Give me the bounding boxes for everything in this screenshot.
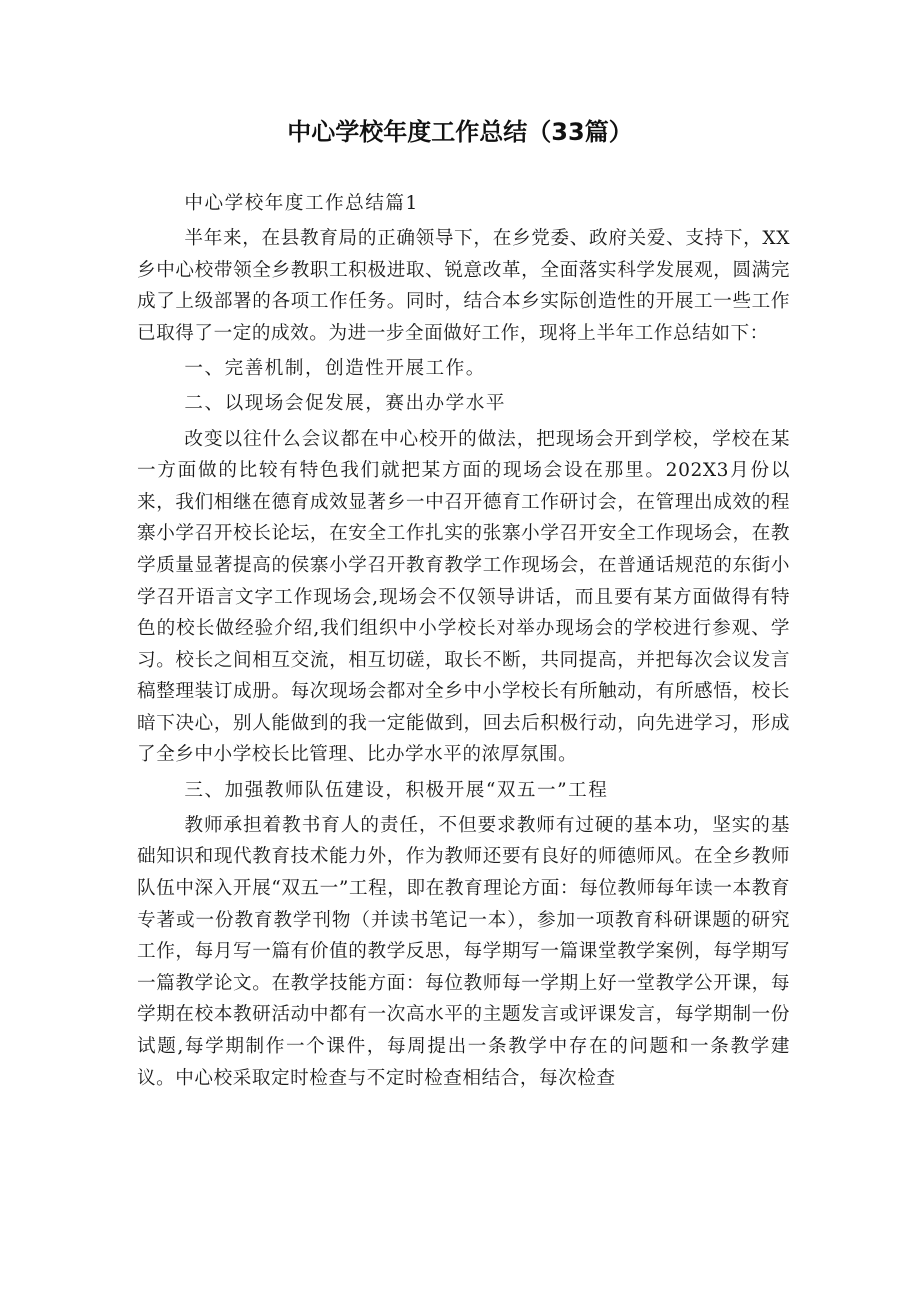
section-heading-part1: 中心学校年度工作总结篇1 xyxy=(184,193,419,214)
document-body xyxy=(137,188,790,1098)
section-heading-2: 二、以现场会促发展，赛出办学水平 xyxy=(184,393,506,415)
section-heading-1: 一、完善机制，创造性开展工作。 xyxy=(184,358,486,380)
paragraph-teacher-development: 教师承担着教书育人的责任，不但要求教师有过硬的基本功，坚实的基础知识和现代教育技术能力外，作为教师还要有良好的师德师风。在全乡教师队伍中深入开展“双五一”工程，即在教育理论方面：每位教师每年读一本教育专著或一份教育教学刊物（并读书笔记一本），参加一项教育科研课题的研究工作，每月写一篇有价值的教学反思，每学期写一篇课堂教学案例，每学期写一篇教学论文。在教学技能方面：每位教师每一学期上好一堂教学公开课，每学期在校本教研活动中都有一次高水平的主题发言或评课发言，每学期制一份试题,每学期制作一个课件，每周提出一条教学中存在的问题和一条教学建议。中心校采取定时检查与不定时检查相结合，每次检查 xyxy=(137,814,790,1089)
section-heading-3: 三、加强教师队伍建设，积极开展“双五一”工程 xyxy=(184,779,609,801)
paragraph-intro: 半年来，在县教育局的正确领导下，在乡党委、政府关爱、支持下，XX乡中心校带领全乡教职工积极进取、锐意改革，全面落实科学发展观，圆满完成了上级部署的各项工作任务。同时，结合本乡实际创造性的开展工一些工作已取得了一定的成效。为进一步全面做好工作，现将上半年工作总结如下： xyxy=(137,228,790,344)
document-title: 中心学校年度工作总结（33篇） xyxy=(287,118,633,146)
paragraph-on-site-meetings: 改变以往什么会议都在中心校开的做法，把现场会开到学校，学校在某一方面做的比较有特色我们就把某方面的现场会设在那里。202X3月份以来，我们相继在德育成效显著乡一中召开德育工作研讨会，在管理出成效的程寨小学召开校长论坛，在安全工作扎实的张寨小学召开安全工作现场会，在教学质量显著提高的侯寨小学召开教育教学工作现场会，在普通话规范的东街小学召开语言文字工作现场会,现场会不仅领导讲话，而且要有某方面做得有特色的校长做经验介绍,我们组织中小学校长对举办现场会的学校进行参观、学习。校长之间相互交流，相互切磋，取长不断，共同提高，并把每次会议发言稿整理装订成册。每次现场会都对全乡中小学校长有所触动，有所感悟，校长暗下决心，别人能做到的我一定能做到，回去后积极行动，向先进学习，形成了全乡中小学校长比管理、比办学水平的浓厚氛围。 xyxy=(137,428,790,766)
